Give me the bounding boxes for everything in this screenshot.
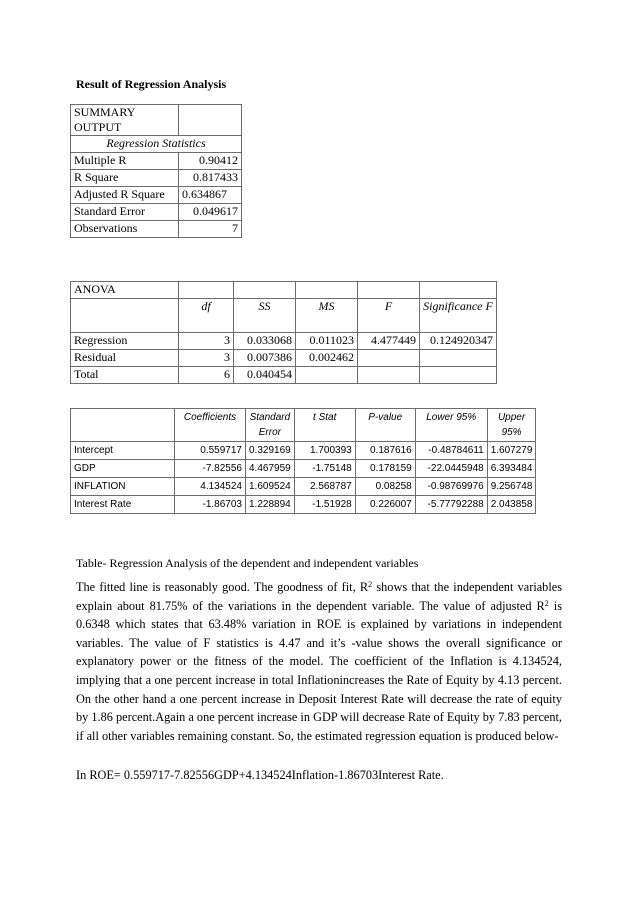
- table-row: Total 6 0.040454: [71, 367, 497, 384]
- table-row: Standard Error 0.049617: [71, 204, 242, 221]
- table-row: Intercept 0.559717 0.329169 1.700393 0.187616 -0.48784611 1.607279: [71, 442, 536, 460]
- regression-statistics-header: Regression Statistics: [71, 136, 242, 153]
- table-row: Regression 3 0.033068 0.011023 4.477449 0.124920347: [71, 333, 497, 350]
- table-row: R Square 0.817433: [71, 170, 242, 187]
- summary-title: SUMMARY OUTPUT: [71, 105, 179, 136]
- table-caption: Table- Regression Analysis of the dependent and independent variables: [76, 556, 419, 570]
- table-row: GDP -7.82556 4.467959 -1.75148 0.178159 -22.0445948 6.393484: [71, 460, 536, 478]
- anova-table: [70, 281, 497, 384]
- table-row: Observations 7: [71, 221, 242, 238]
- table-row: Multiple R 0.90412: [71, 153, 242, 170]
- table-row: Adjusted R Square 0.634867: [71, 187, 242, 204]
- regression-equation: In ROE= 0.559717-7.82556GDP+4.134524Inflation-1.86703Interest Rate.: [76, 768, 444, 782]
- coefficients-table: [70, 408, 536, 514]
- page-heading: Result of Regression Analysis: [76, 77, 227, 91]
- table-row: INFLATION 4.134524 1.609524 2.568787 0.08258 -0.98769976 9.256748: [71, 478, 536, 496]
- coefficients-header-row: Coefficients Standard Error t Stat P-value Lower 95% Upper 95%: [71, 409, 536, 442]
- table-row: Residual 3 0.007386 0.002462: [71, 350, 497, 367]
- summary-output-table: [70, 104, 242, 238]
- analysis-paragraph: The fitted line is reasonably good. The goodness of fit, $R^2$ shows that the independent variables explain about 81.75% of the variations in the dependent variable. The value of adjusted $R^2$ is 0.6348 which states that 63.48% variation in ROE is explained by variations in independent variables. The value of F statistics is 4.47 and it’s -value shows the overall significance or explanatory power or the fitness of the model. The coefficient of the Inflation is 4.134524, implying that a one percent increase in total Inflationincreases the Rate of Equity by 4.13 percent. On the other hand a one percent increase in Deposit Interest Rate will decrease the rate of equity by 1.86 percent.Again a one percent increase in GDP will decrease Rate of Equity by 7.83 percent, if all other variables remaining constant. So, the estimated regression equation is produced below-: [76, 580, 562, 743]
- table-row: Interest Rate -1.86703 1.228894 -1.51928 0.226007 -5.77792288 2.043858: [71, 496, 536, 514]
- anova-title: ANOVA: [71, 282, 179, 299]
- anova-header-row: df SS MS F Significance F: [71, 299, 497, 333]
